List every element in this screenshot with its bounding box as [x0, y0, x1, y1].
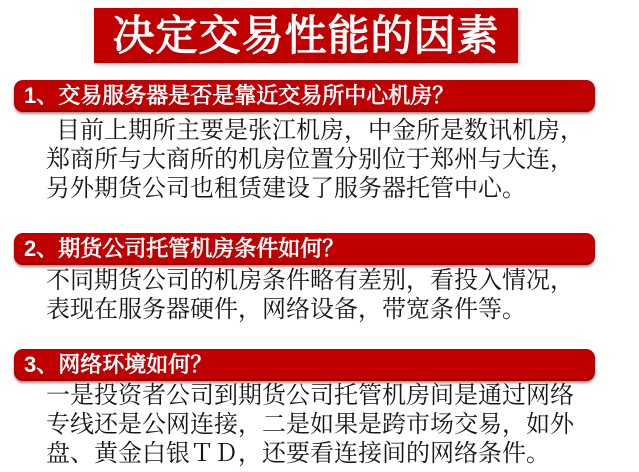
section-1-body — [46, 116, 626, 203]
section-1-header-bar: 1、交易服务器是否是靠近交易所中心机房？ — [14, 80, 595, 112]
body-text-line: 目前上期所主要是张江机房，中金所是数讯机房， — [56, 117, 584, 144]
section-2-header-bar: 2、期货公司托管机房条件如何？ — [14, 233, 595, 265]
section-2-body — [46, 266, 626, 324]
body-text-line: 另外期货公司也租赁建设了服务器托管中心。 — [46, 175, 526, 202]
body-text-line: 郑商所与大商所的机房位置分别位于郑州与大连， — [46, 146, 574, 173]
body-text-line: 专线还是公网连接，二是如果是跨市场交易，如外 — [46, 411, 574, 438]
section-3-body — [46, 381, 626, 468]
slide-title-banner: 决定交易性能的因素 — [94, 8, 518, 63]
body-text-line: 不同期货公司的机房条件略有差别，看投入情况， — [46, 267, 574, 294]
body-text-line: 一是投资者公司到期货公司托管机房间是通过网络 — [46, 382, 574, 409]
body-text-line: 表现在服务器硬件，网络设备，带宽条件等。 — [46, 296, 526, 323]
section-3-header-bar: 3、网络环境如何？ — [14, 349, 595, 381]
body-text-line: 盘、黄金白银ＴＤ，还要看连接间的网络条件。 — [46, 440, 550, 467]
